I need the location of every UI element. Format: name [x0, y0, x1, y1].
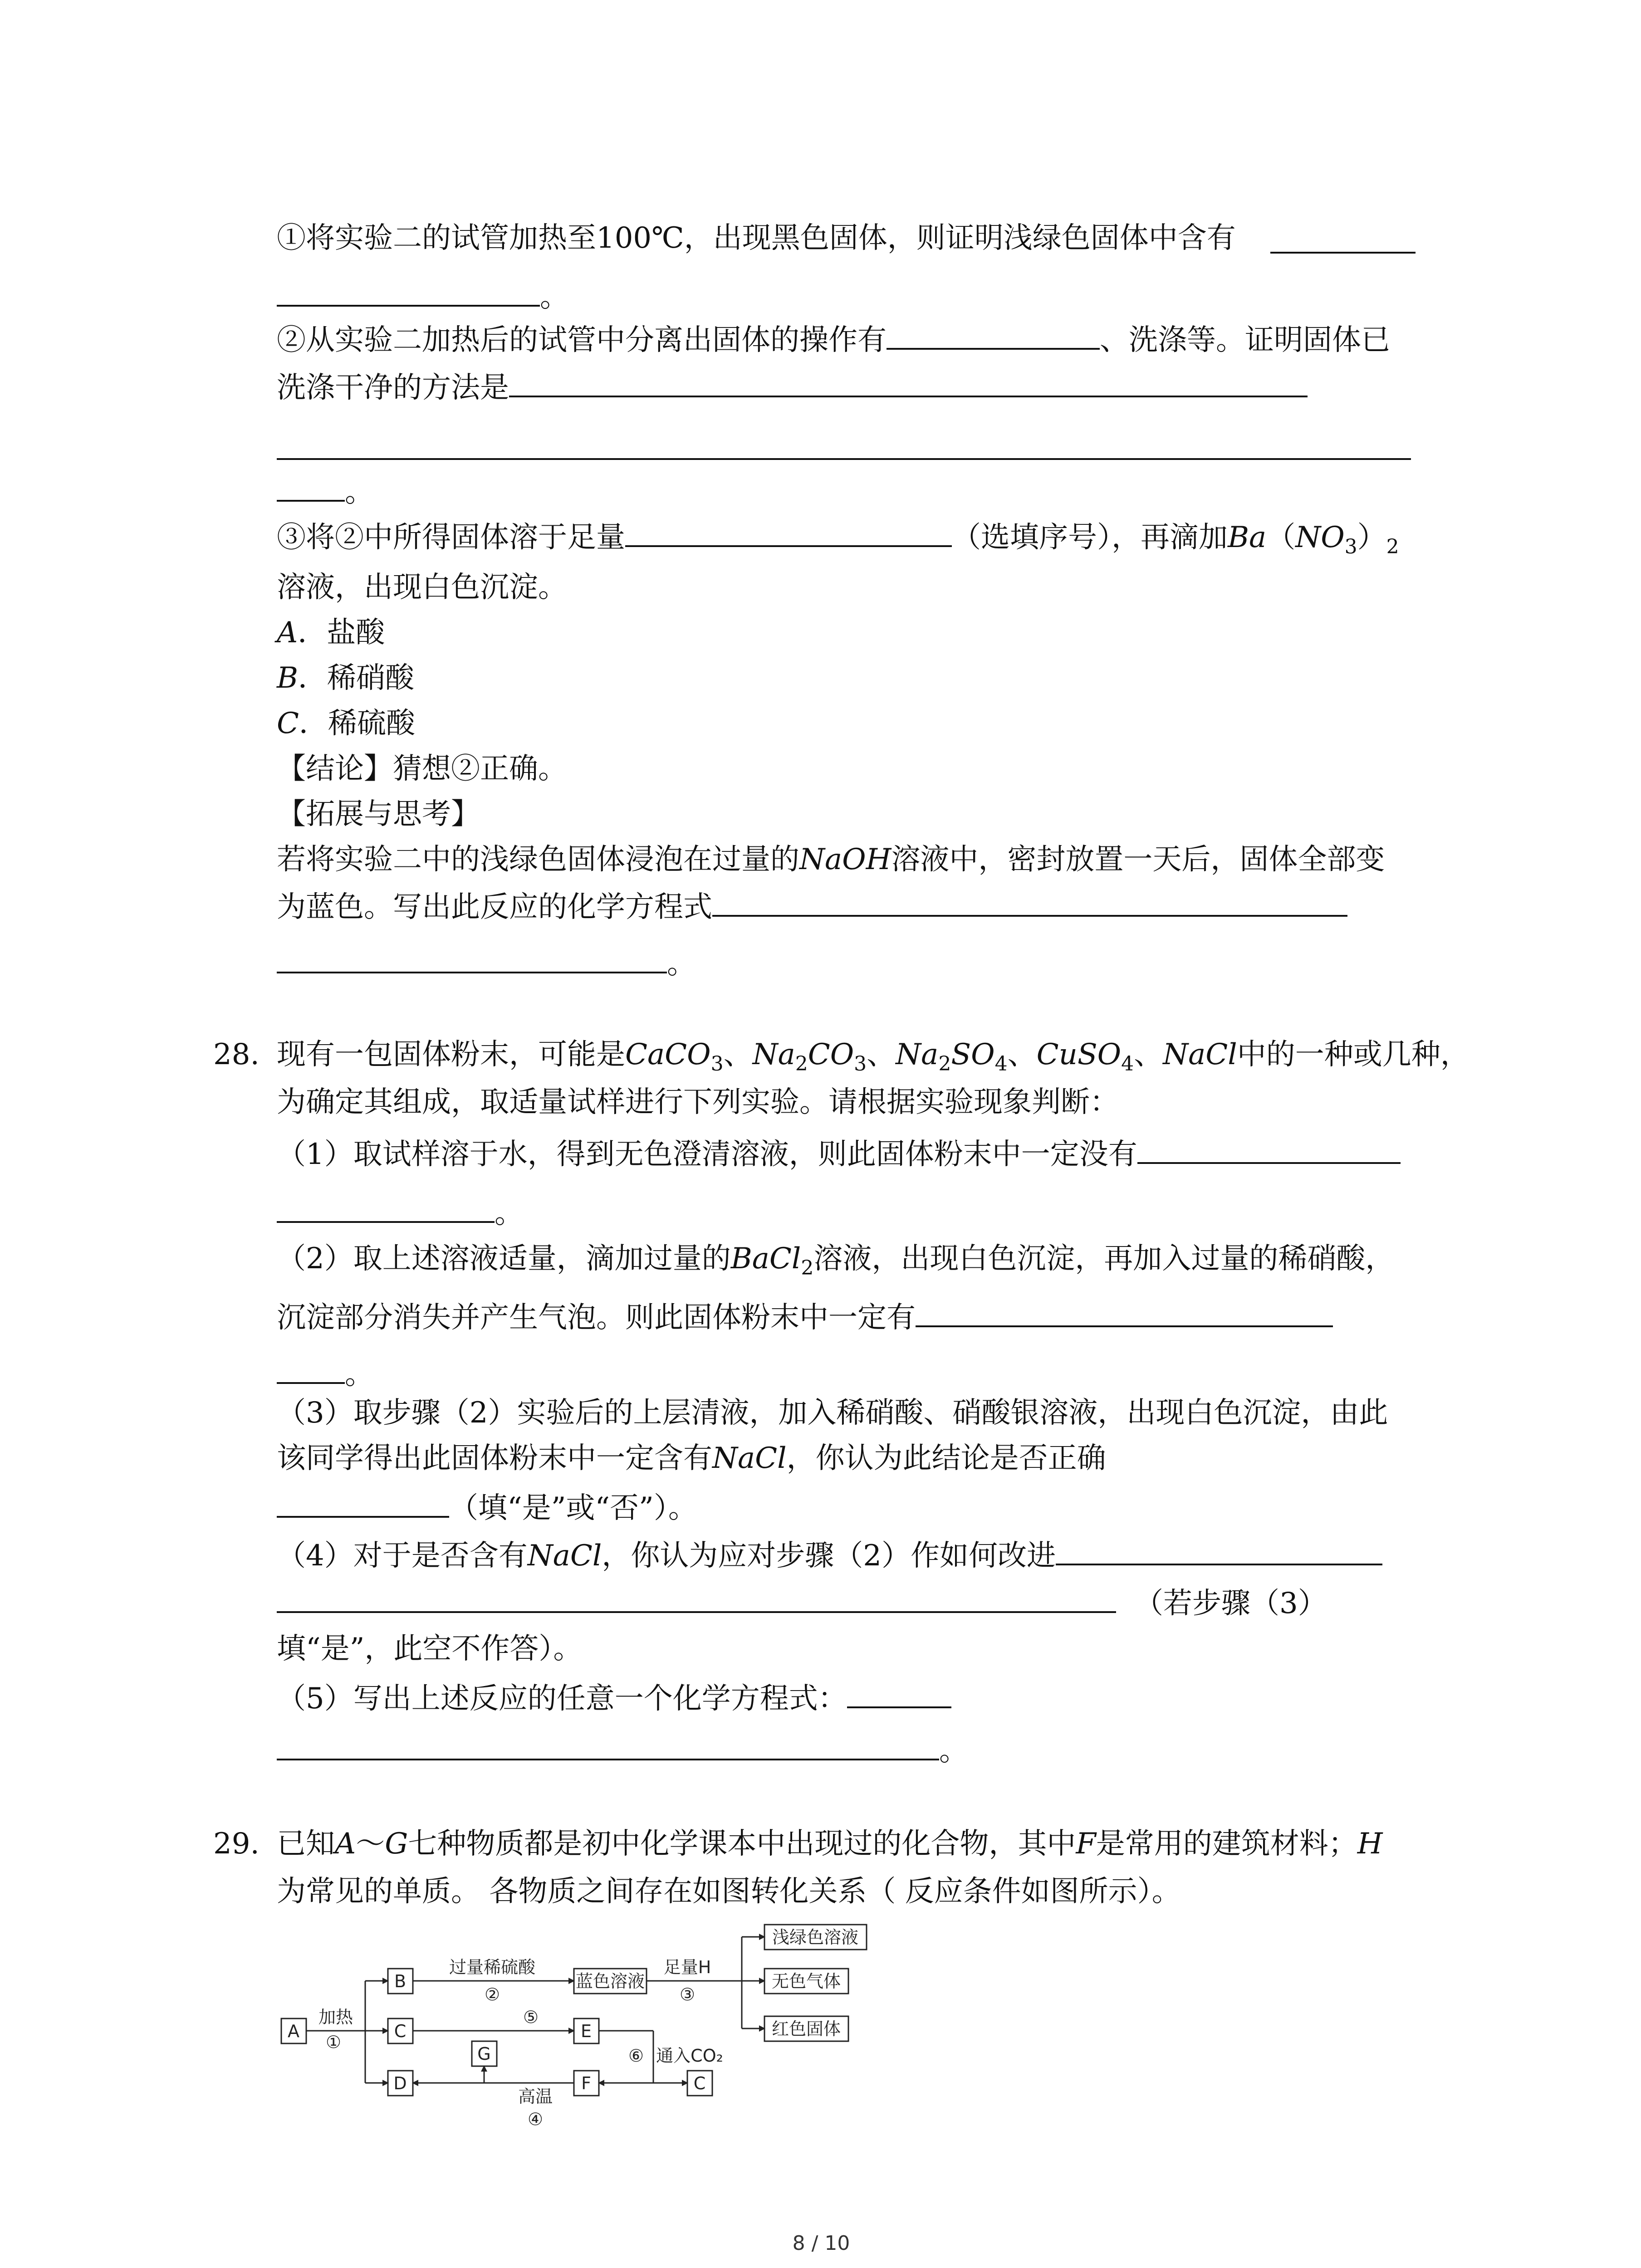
ext-line2: 为蓝色。写出此反应的化学方程式 [277, 887, 1347, 925]
answer-blank[interactable] [847, 1678, 951, 1708]
answer-blank[interactable] [277, 1354, 345, 1384]
q29-line1: 已知A～G七种物质都是初中化学课本中出现过的化合物，其中F是常用的建筑材料；H [277, 1827, 1383, 1861]
answer-blank[interactable] [1270, 252, 1416, 254]
red-solid-label: 红色固体 [771, 2019, 841, 2039]
conclusion: 【结论】猜想②正确。 [277, 752, 567, 786]
q28-number: 28. [213, 1038, 260, 1071]
answer-blank[interactable] [277, 1193, 495, 1223]
p1-line7: ③将②中所得固体溶于足量 （选填序号），再滴加$Ba(NO_3)_2$ [277, 517, 1399, 556]
answer-blank[interactable] [1056, 1535, 1382, 1565]
conversion-diagram [263, 1910, 944, 2182]
option-b: B．稀硝酸 [277, 661, 415, 695]
extension-title: 【拓展与思考】 [277, 797, 480, 831]
q28-step1-cont: 。 [277, 1193, 524, 1232]
node-e: E [580, 2021, 592, 2041]
answer-blank[interactable] [277, 1488, 449, 1518]
heat-label: 加热 [318, 2007, 353, 2027]
q28-step4-line3: 填“是”，此空不作答）。 [277, 1632, 583, 1666]
q28-step5: （5）写出上述反应的任意一个化学方程式： [277, 1678, 951, 1717]
answer-blank[interactable] [277, 1730, 939, 1760]
high-temp-label: 高温 [518, 2087, 553, 2107]
node-a: A [288, 2021, 299, 2041]
ext-line1: 若将实验二中的浅绿色固体浸泡在过量的NaOH溶液中，密封放置一天后，固体全部变 [277, 843, 1385, 876]
answer-blank[interactable] [277, 472, 345, 502]
node-b: B [394, 1971, 407, 1991]
node-d: D [393, 2073, 407, 2093]
option-c: C．稀硫酸 [277, 707, 415, 740]
q28-step1: （1）取试样溶于水，得到无色澄清溶液，则此固体粉末中一定没有 [277, 1134, 1401, 1173]
q28-step5-cont: 。 [277, 1730, 968, 1769]
step-1: ① [325, 2032, 342, 2052]
answer-blank[interactable] [625, 517, 952, 547]
step-5: ⑤ [523, 2007, 539, 2027]
q28-step4: （4）对于是否含有NaCl，你认为应对步骤（2）作如何改进 [277, 1535, 1382, 1574]
colorless-gas-label: 无色气体 [771, 1971, 841, 1991]
step-2: ② [484, 1984, 500, 2004]
answer-blank[interactable] [916, 1297, 1333, 1327]
p1-line3: ②从实验二加热后的试管中分离出固体的操作有 、洗涤等。证明固体已 [277, 320, 1390, 358]
q28-step3: （3）取步骤（2）实验后的上层清液，加入稀硝酸、硝酸银溶液，出现白色沉淀，由此 [277, 1396, 1388, 1430]
answer-blank[interactable] [1137, 1134, 1401, 1164]
q28-line1: 现有一包固体粉末，可能是CaCO$_3$、$Na_2CO_3$、$Na_2SO_4$、CuSO$_4$、NaCl中的一种或几种， [277, 1038, 1470, 1075]
p1-line1: ①将实验二的试管加热至100℃，出现黑色固体，则证明浅绿色固体中含有 [277, 221, 1236, 255]
q28-step2-cont: 。 [277, 1354, 374, 1393]
answer-blank[interactable] [277, 277, 540, 307]
blue-solution-label: 蓝色溶液 [575, 1971, 645, 1991]
q29-number: 29. [213, 1827, 260, 1861]
p1-line6: 。 [277, 472, 374, 510]
node-f: F [581, 2073, 591, 2093]
answer-blank[interactable] [277, 1583, 1116, 1613]
answer-blank[interactable] [712, 887, 1347, 917]
step-6: ⑥ [628, 2046, 644, 2066]
p1-line4: 洗涤干净的方法是 [277, 367, 1308, 406]
q28-step4-line2: （若步骤（3） [277, 1583, 1327, 1622]
answer-blank[interactable] [887, 320, 1100, 350]
answer-blank[interactable] [277, 943, 667, 973]
step-4: ④ [527, 2109, 544, 2129]
q28-step3-line3: （填“是”或“否”）。 [277, 1488, 697, 1526]
q29-line2: 为常见的单质。 各物质之间存在如图转化关系（ 反应条件如图所示）。 [277, 1875, 1181, 1908]
q28-step2-line2: 沉淀部分消失并产生气泡。则此固体粉末中一定有 [277, 1297, 1333, 1336]
step-3: ③ [679, 1984, 696, 2004]
q28-step3-line2: 该同学得出此固体粉末中一定含有NaCl，你认为此结论是否正确 [277, 1442, 1106, 1475]
answer-blank[interactable] [277, 458, 1411, 460]
enough-h-label: 足量H [663, 1957, 711, 1977]
pass-co2-label: 通入CO₂ [656, 2046, 723, 2066]
excess-acid-label: 过量稀硫酸 [449, 1957, 536, 1977]
answer-blank[interactable] [509, 367, 1308, 397]
p1-line8: 溶液，出现白色沉淀。 [277, 571, 567, 604]
option-a: A．盐酸 [277, 616, 385, 650]
page-number: 8 / 10 [792, 2232, 850, 2255]
pale-green-solution-label: 浅绿色溶液 [772, 1927, 859, 1947]
node-c: C [394, 2021, 407, 2041]
ext-line3: 。 [277, 943, 696, 982]
p1-line2: 。 [277, 277, 569, 315]
node-c-second: C [693, 2073, 706, 2093]
q28-line2: 为确定其组成，取适量试样进行下列实验。请根据实验现象判断： [277, 1085, 1119, 1119]
node-g: G [477, 2044, 491, 2064]
q28-step2: （2）取上述溶液适量，滴加过量的BaCl$_2$溶液，出现白色沉淀，再加入过量的稀硝酸， [277, 1242, 1395, 1280]
